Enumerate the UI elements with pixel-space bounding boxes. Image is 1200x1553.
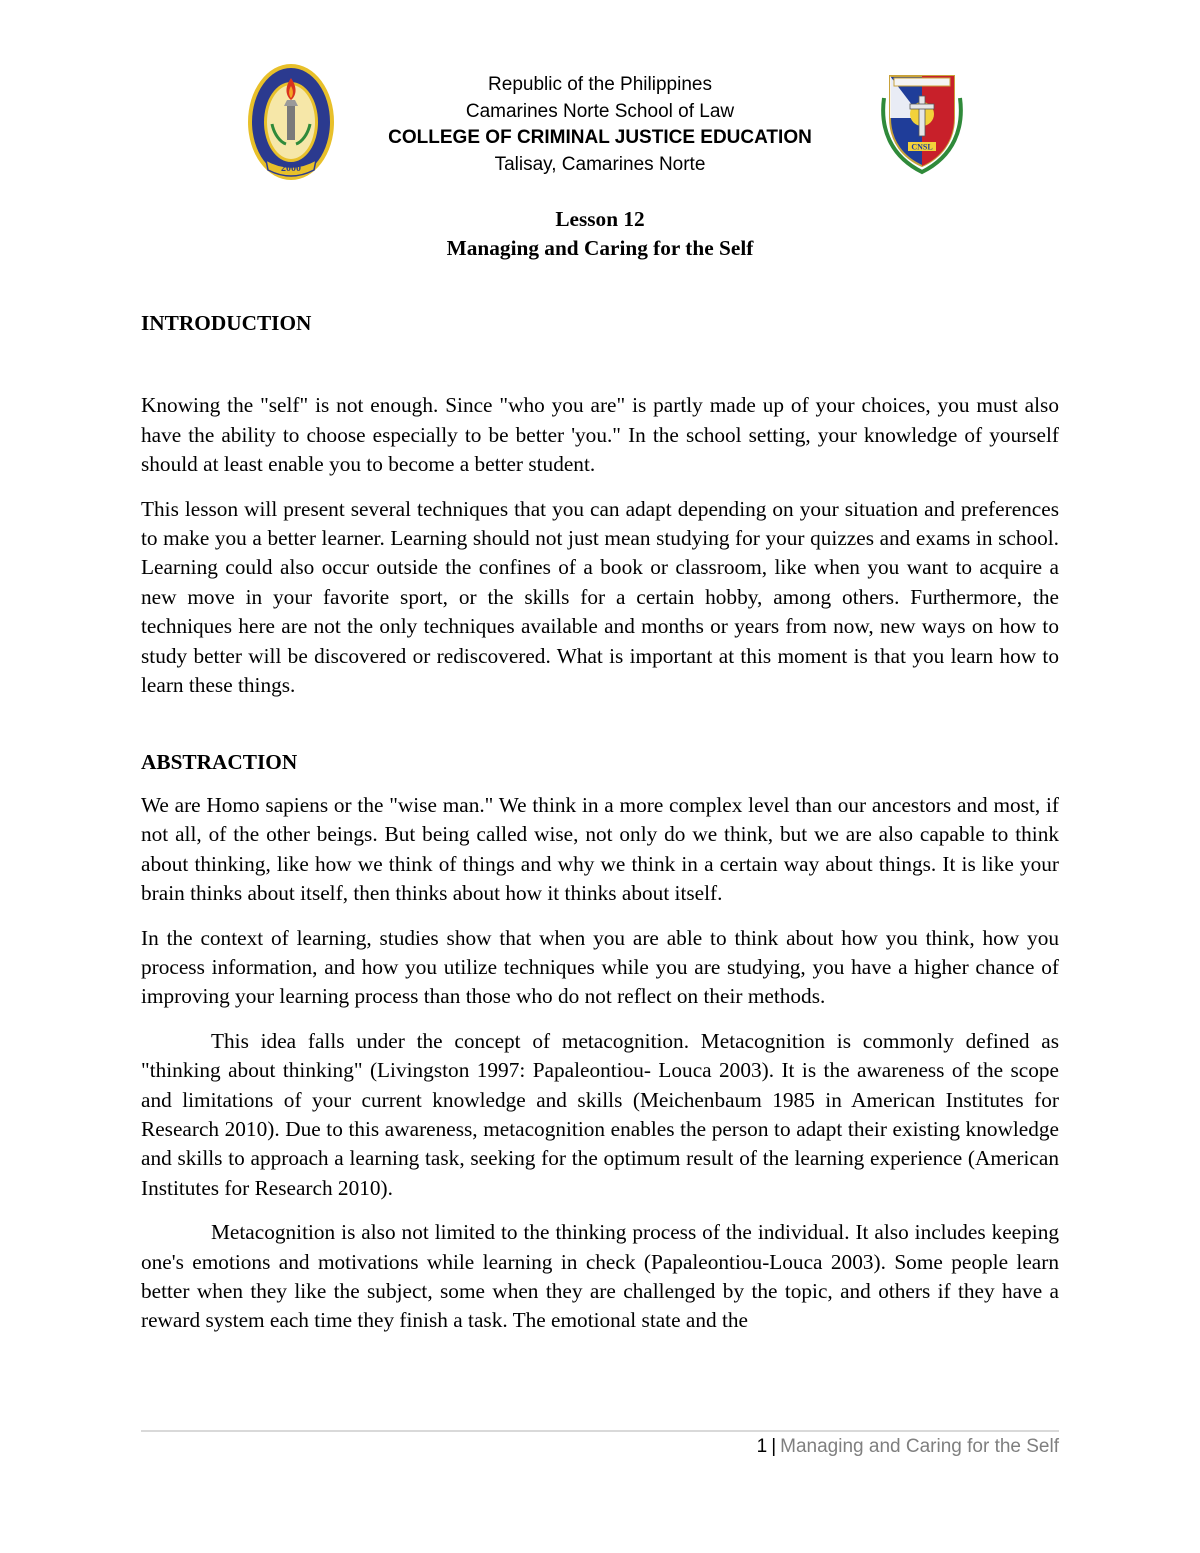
abstraction-paragraph-3: This idea falls under the concept of metacognition. Metacognition is commonly defined as "thinking about thinking" (Livingston 1997: Papaleontiou- Louca 2003). It is the awareness of the scope and limitations of your current knowledge and skills (Meichenbaum 1985 in American Institutes for Research 2010). Due to this awareness, metacognition enables the person to adapt their existing knowledge and skills to approach a learning task, seeking for the optimum result of the learning experience (American Institutes for Research 2010). [141, 1028, 1059, 1200]
abstraction-paragraph-1: We are Homo sapiens or the "wise man." We think in a more complex level than our ancestors and most, if not all, of the other beings. But being called wise, not only do we think, but we are also capable to think about thinking, like how we think of things and why we think in a certain way about things. It is like your brain thinks about itself, then thinks about how it thinks about itself. [141, 792, 1059, 906]
school-seal-icon [246, 62, 336, 186]
abstraction-paragraph-2: In the context of learning, studies show that when you are able to think about how you think, how you process information, and how you utilize techniques while you are studying, you have a higher chance of improving your learning process than those who do not reflect on their methods. [141, 925, 1059, 1009]
college-shield-icon [876, 68, 968, 176]
seal-year: 2000 [281, 163, 301, 174]
intro-paragraph-1: Knowing the "self" is not enough. Since "who you are" is partly made up of your choices, you must also have the ability to choose especially to be better 'you." In the school setting, your knowledge of yourself should at least enable you to become a better student. [141, 393, 1059, 477]
letterhead-line-republic: Republic of the Philippines [488, 74, 712, 95]
page-footer [141, 1436, 1059, 1458]
document-body [141, 205, 1059, 1336]
footer-separator: | [771, 1436, 777, 1457]
letterhead-line-address: Talisay, Camarines Norte [494, 153, 706, 175]
lesson-number: Lesson 12 [555, 207, 645, 231]
page-number: 1 [756, 1436, 768, 1457]
heading-abstraction: ABSTRACTION [141, 750, 298, 775]
lesson-title: Managing and Caring for the Self [446, 236, 754, 260]
shield-label: CNSL [911, 142, 933, 152]
abstraction-paragraph-4: Metacognition is also not limited to the thinking process of the individual. It also includes keeping one's emotions and motivations while learning in check (Papaleontiou-Louca 2003). Some people learn better when they like the subject, some when they are challenged by the topic, and others if they have a reward system each time they finish a task. The emotional state and the [141, 1220, 1059, 1333]
intro-paragraph-2: This lesson will present several techniques that you can adapt depending on your situation and preferences to make you a better learner. Learning should not just mean studying for your quizzes and exams in school. Learning could also occur outside the confines of a book or classroom, like when you want to acquire a new move in your favorite sport, or the skills for a certain hobby, among others. Furthermore, the techniques here are not the only techniques available and months or years from now, new ways on how to study better will be discovered or rediscovered. What is important at this moment is that you learn how to learn these things. [141, 496, 1059, 698]
footer-divider [141, 1430, 1059, 1432]
footer-running-title: Managing and Caring for the Self [780, 1436, 1059, 1457]
letterhead-line-college: COLLEGE OF CRIMINAL JUSTICE EDUCATION [388, 127, 812, 148]
letterhead [360, 72, 840, 178]
heading-introduction: INTRODUCTION [141, 311, 312, 335]
letterhead-line-school: Camarines Norte School of Law [465, 100, 735, 122]
